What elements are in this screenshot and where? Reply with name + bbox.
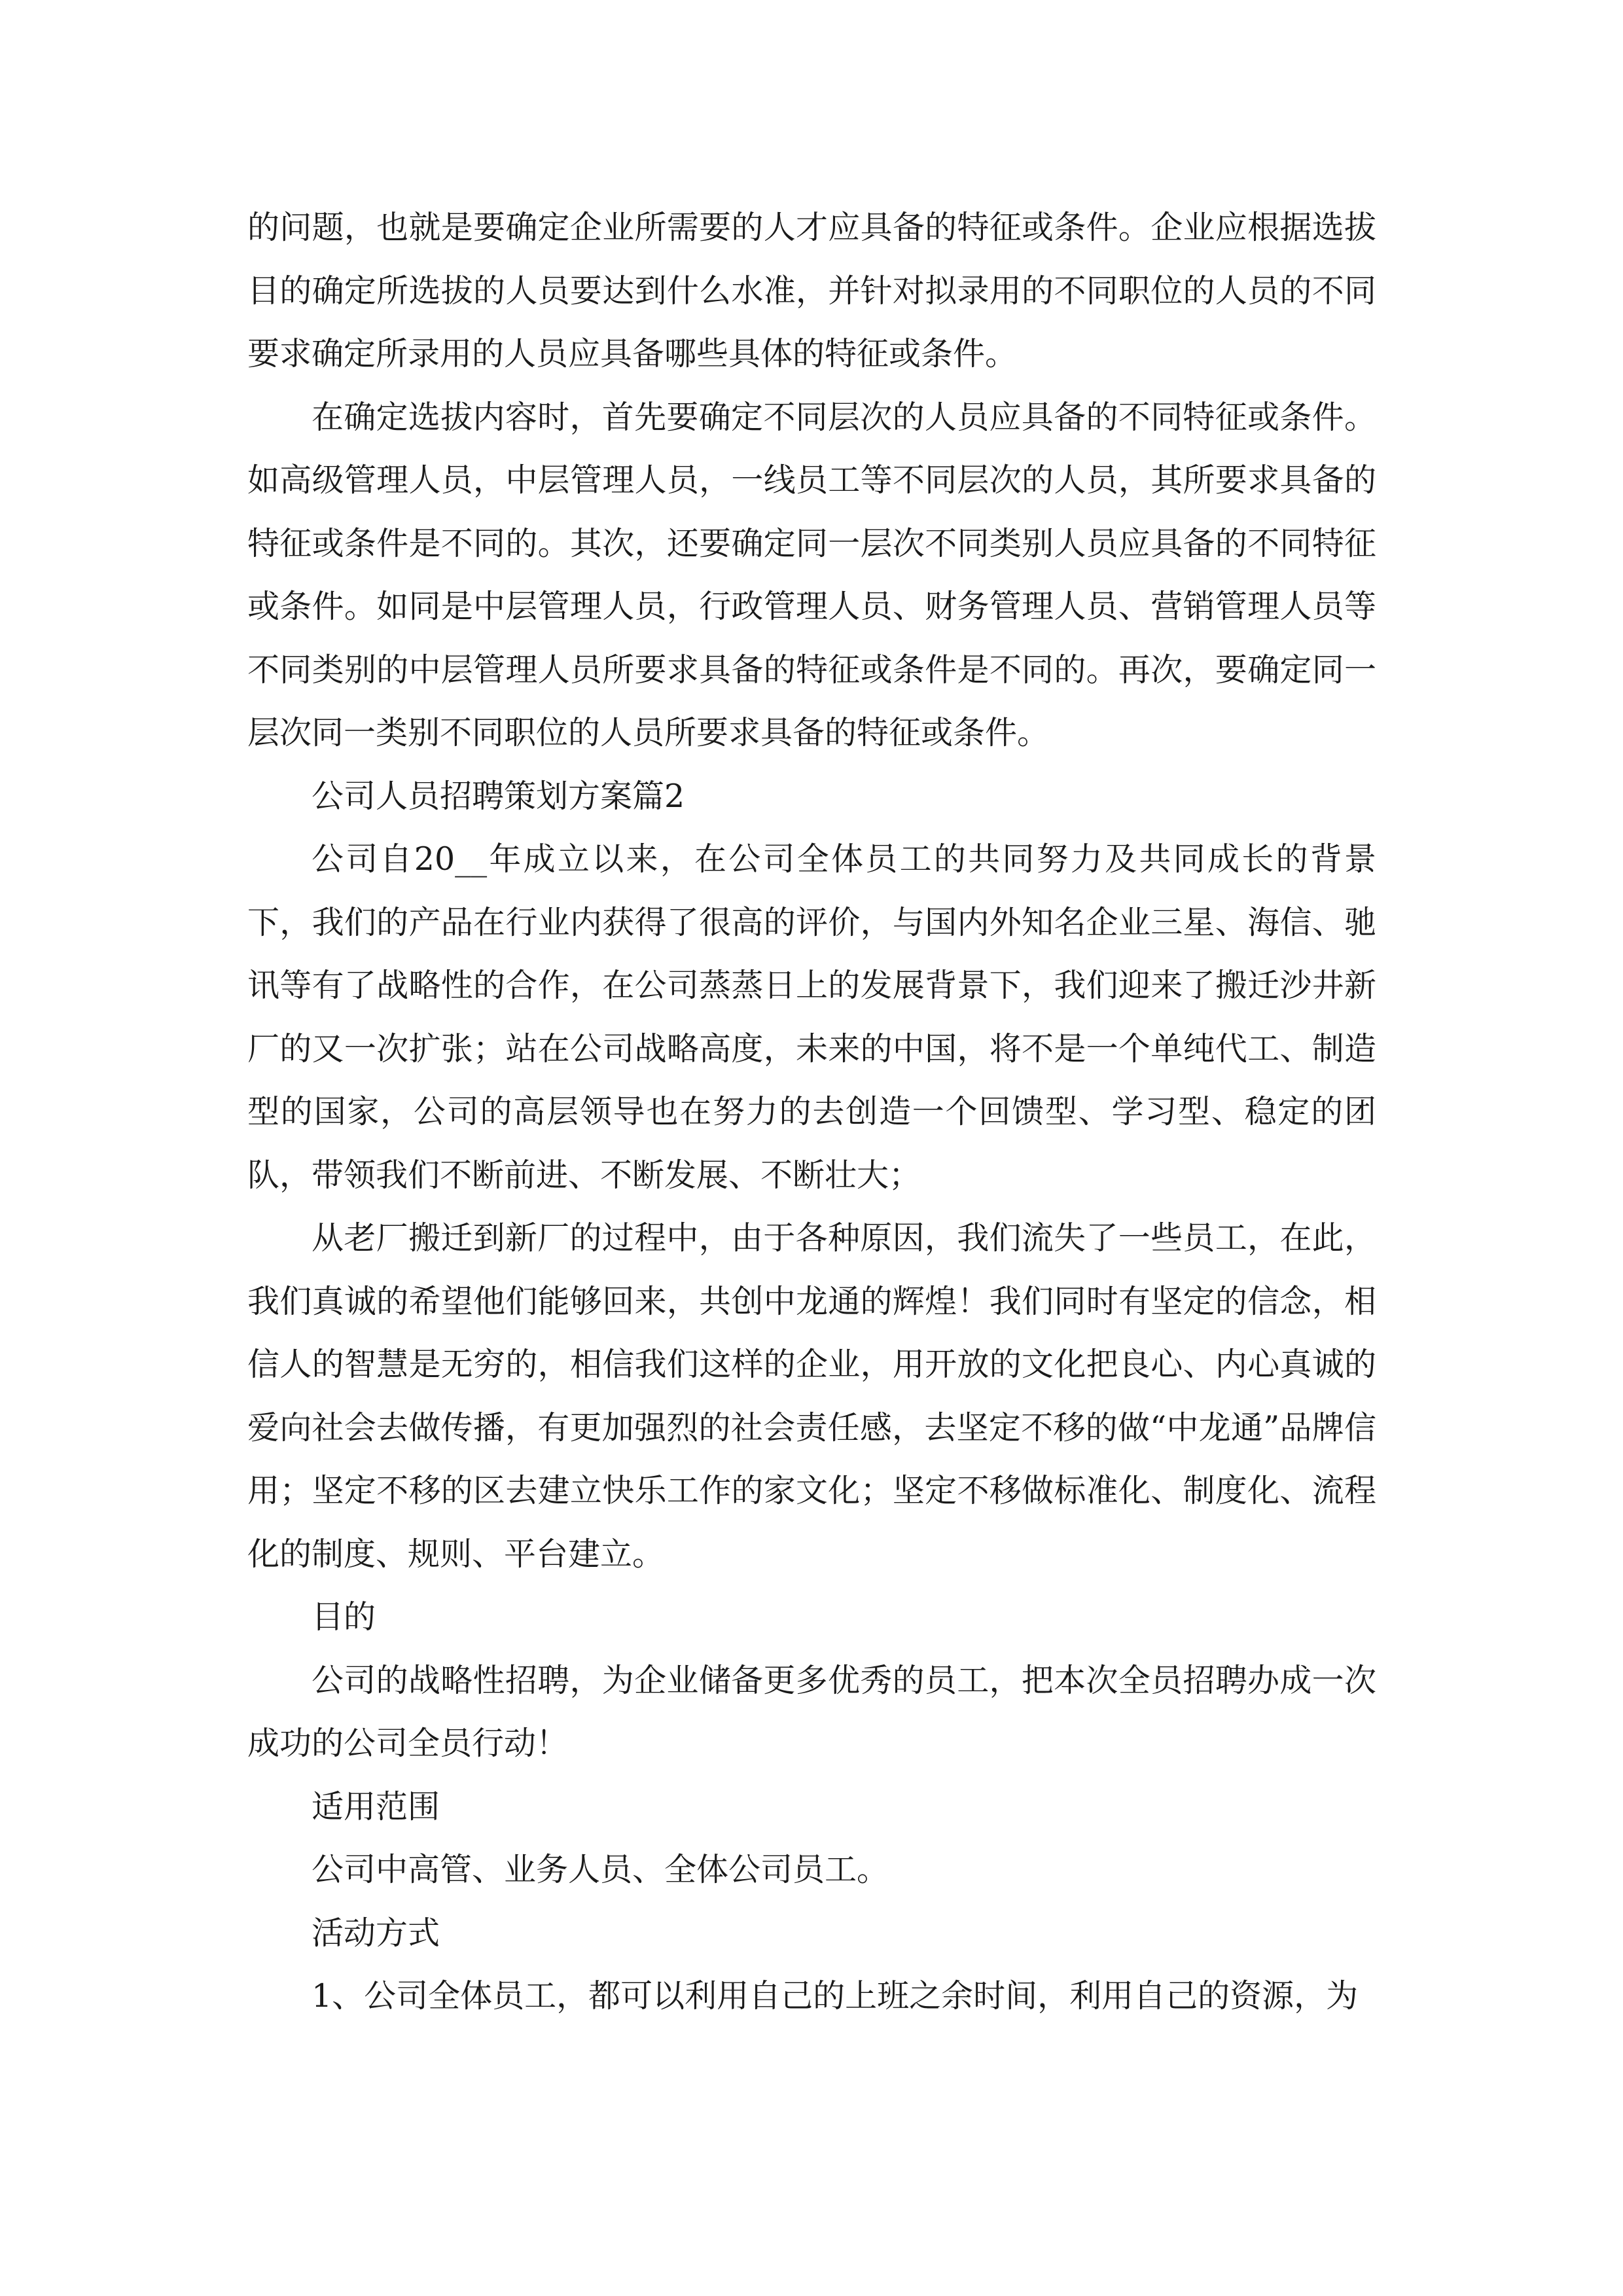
paragraph-4: 从老厂搬迁到新厂的过程中，由于各种原因，我们流失了一些员工，在此，我们真诚的希望他们能够回来，共创中龙通的辉煌！我们同时有坚定的信念，相信人的智慧是无穷的，相信我们这样的企业，用开放的文化把良心、内心真诚的爱向社会去做传播，有更加强烈的社会责任感，去坚定不移的做“中龙通”品牌信用；坚定不移的区去建立快乐工作的家文化；坚定不移做标准化、制度化、流程化的制度、规则、平台建立。 bbox=[247, 1219, 1376, 1573]
paragraph-scope: 公司中高管、业务人员、全体公司员工。 bbox=[312, 1851, 889, 1888]
heading-activity-method: 活动方式 bbox=[312, 1914, 440, 1952]
heading-purpose: 目的 bbox=[312, 1598, 376, 1636]
paragraph-2: 在确定选拔内容时，首先要确定不同层次的人员应具备的不同特征或条件。如高级管理人员，中层管理人员，一线员工等不同层次的人员，其所要求具备的特征或条件是不同的。其次，还要确定同一层次不同类别人员应具备的不同特征或条件。如同是中层管理人员，行政管理人员、财务管理人员、营销管理人员等不同类别的中层管理人员所要求具备的特征或条件是不同的。再次，要确定同一层次同一类别不同职位的人员所要求具备的特征或条件。 bbox=[247, 398, 1376, 751]
paragraph-1: 的问题，也就是要确定企业所需要的人才应具备的特征或条件。企业应根据选拔目的确定所选拔的人员要达到什么水准，并针对拟录用的不同职位的人员的不同要求确定所录用的人员应具备哪些具体的特征或条件。 bbox=[247, 209, 1376, 372]
heading-scope: 适用范围 bbox=[312, 1787, 440, 1825]
paragraph-activity-1: 1、公司全体员工，都可以利用自己的上班之余时间，利用自己的资源，为 bbox=[312, 1977, 1359, 2015]
document-body bbox=[247, 196, 1376, 2028]
section-heading: 公司人员招聘策划方案篇2 bbox=[312, 777, 685, 815]
paragraph-purpose: 公司的战略性招聘，为企业储备更多优秀的员工，把本次全员招聘办成一次成功的公司全员行动！ bbox=[247, 1661, 1376, 1762]
paragraph-3: 公司自20__年成立以来，在公司全体员工的共同努力及共同成长的背景下，我们的产品在行业内获得了很高的评价，与国内外知名企业三星、海信、驰讯等有了战略性的合作，在公司蒸蒸日上的发展背景下，我们迎来了搬迁沙井新厂的又一次扩张；站在公司战略高度，未来的中国，将不是一个单纯代工、制造型的国家，公司的高层领导也在努力的去创造一个回馈型、学习型、稳定的团队，带领我们不断前进、不断发展、不断壮大； bbox=[247, 840, 1376, 1194]
